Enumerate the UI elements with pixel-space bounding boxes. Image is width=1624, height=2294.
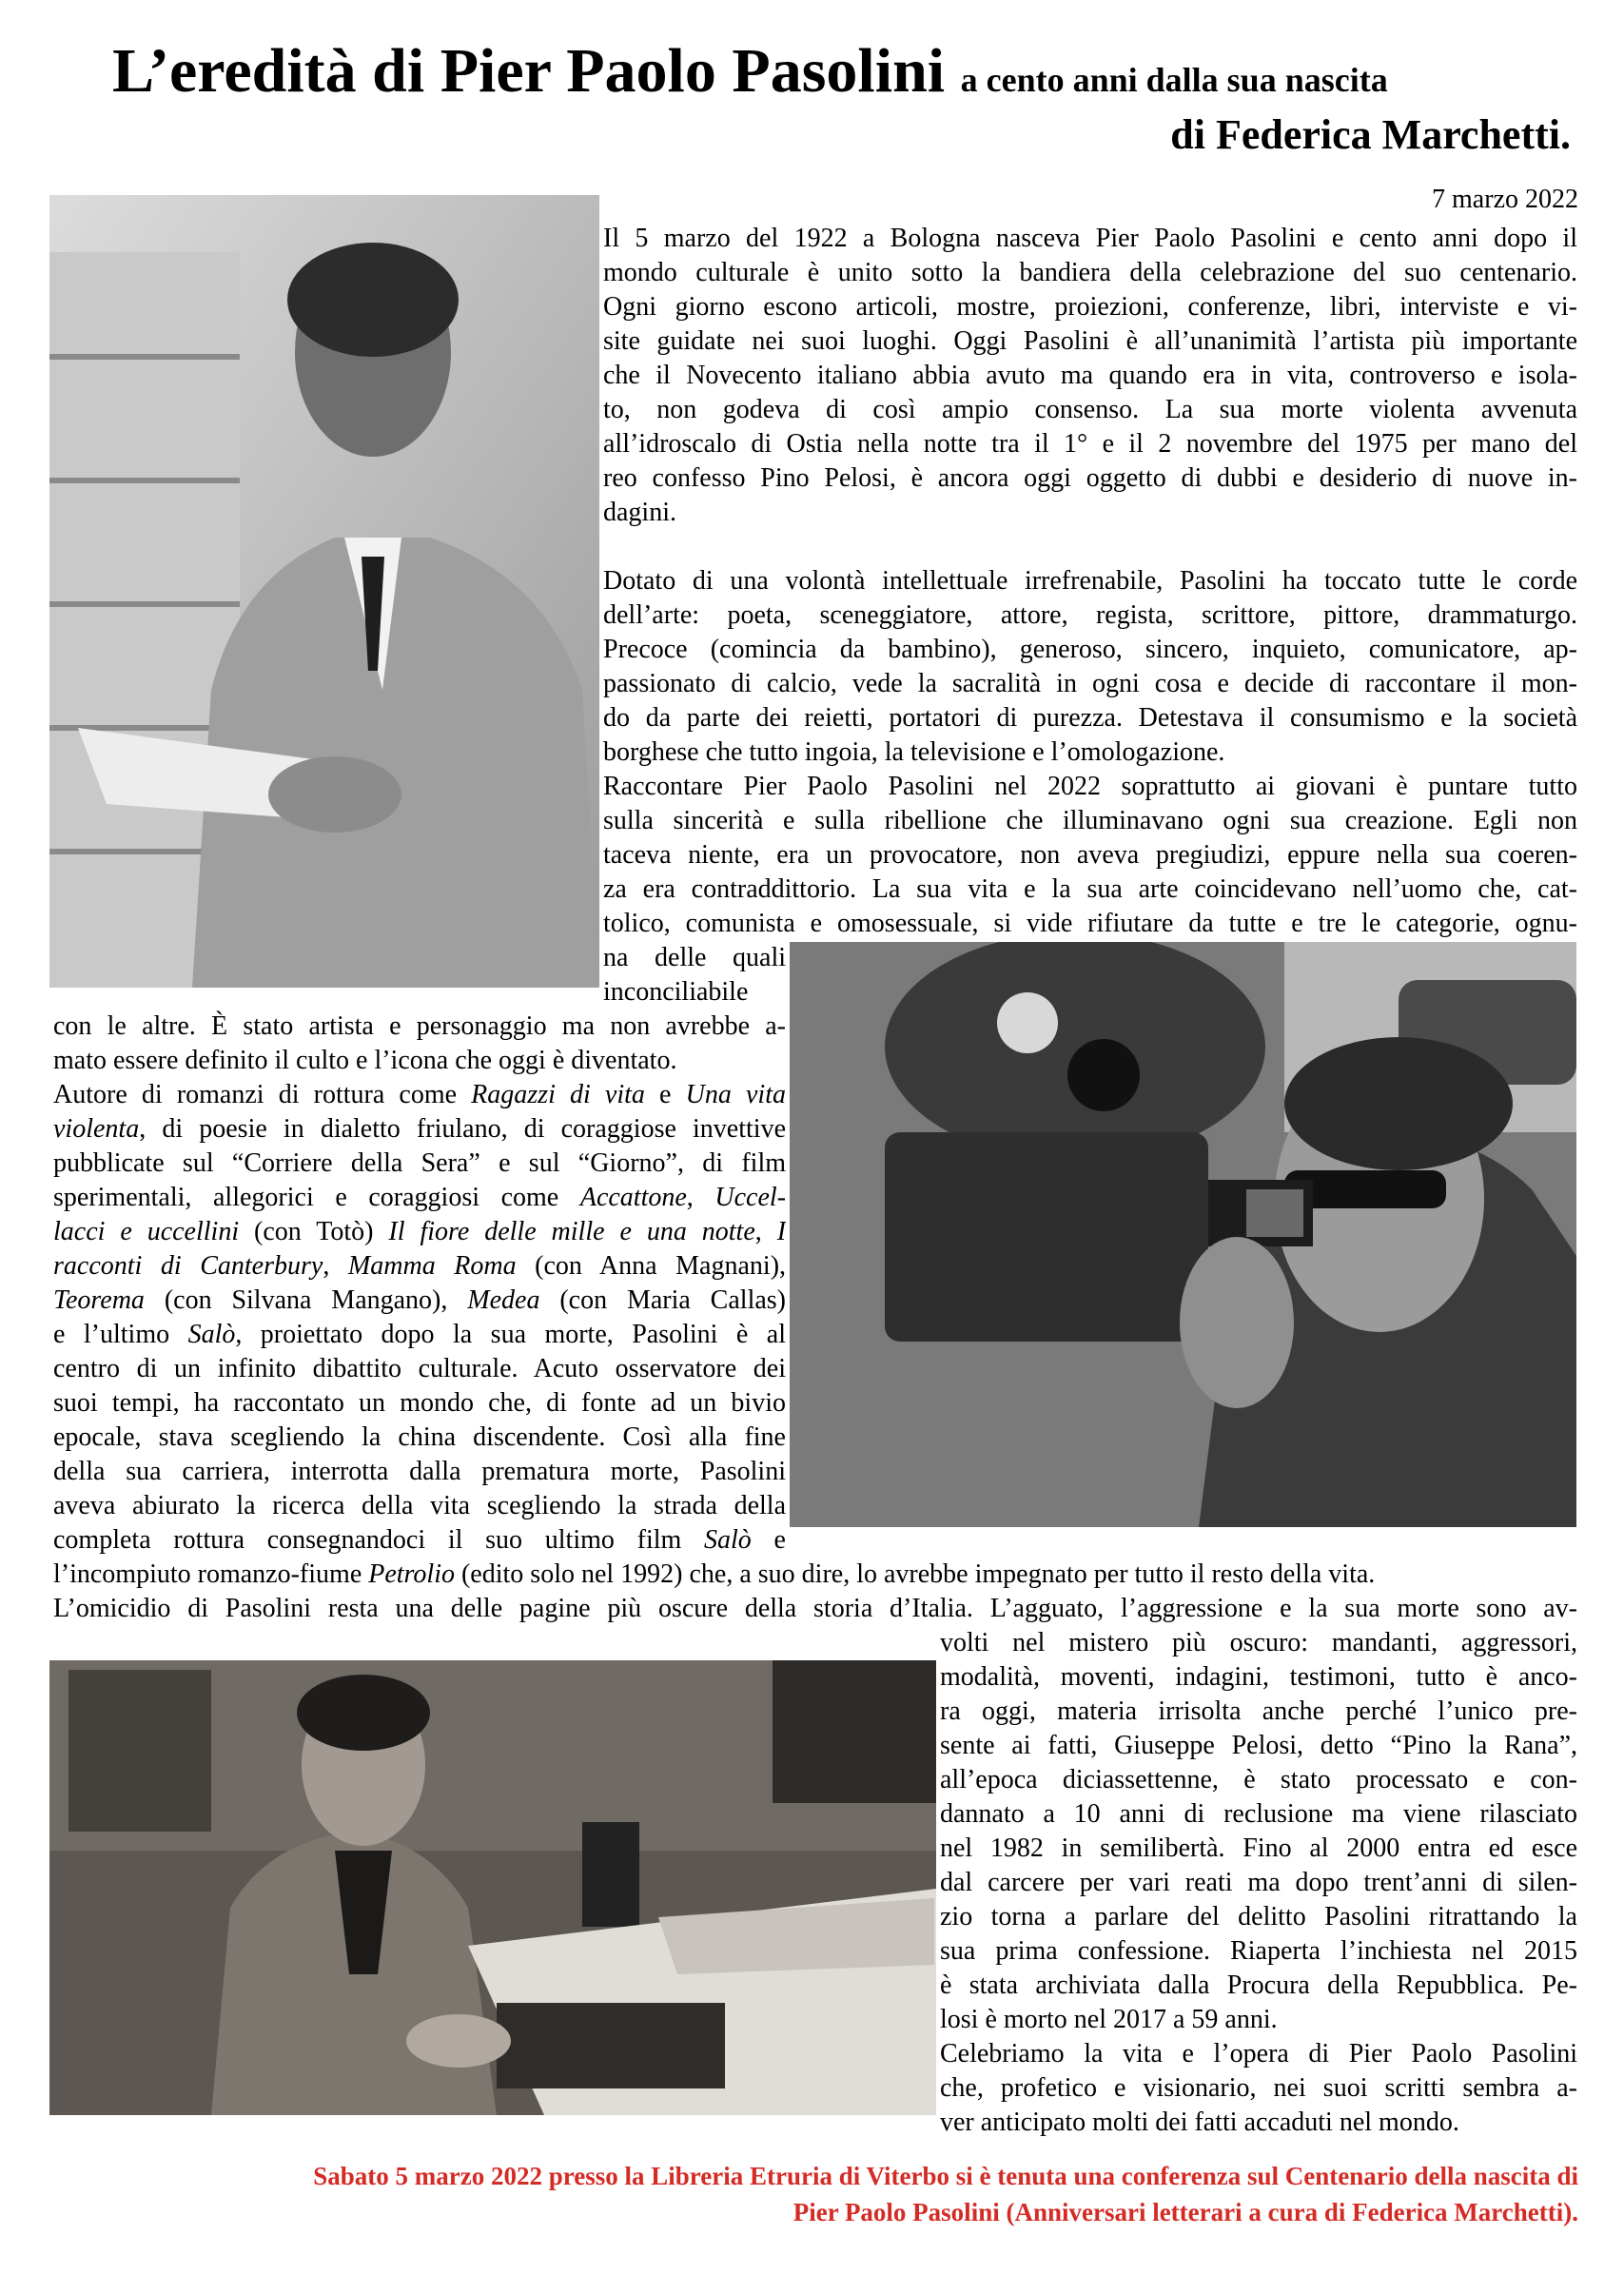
body-line-50: sua prima confessione. Riaperta l’inchiesta nel 2015 (940, 1936, 1577, 1966)
body-line-31: Teorema (con Silvana Mangano), Medea (con Maria Callas) (53, 1285, 786, 1315)
body-line-49: zio torna a parlare del delitto Pasolini ritrattando la (940, 1902, 1577, 1931)
body-line-47: nel 1982 in semilibertà. Fino al 2000 entra ed esce (940, 1833, 1577, 1863)
body-line-35: epocale, stava scegliendo la china discendente. Così alla fine (53, 1422, 786, 1452)
body-line-39: l’incompiuto romanzo-fiume Petrolio (edito solo nel 1992) che, a suo dire, lo avrebbe impegnato per tutto il resto della vita. (53, 1559, 1376, 1589)
caption-line-1: Sabato 5 marzo 2022 presso la Libreria Etruria di Viterbo si è tenuta una conferenza sul Centenario della nascita di (313, 2162, 1578, 2190)
body-line-18: taceva niente, era un provocatore, non aveva pregiudizi, eppure nella sua coeren- (603, 840, 1577, 870)
portrait-with-book-photo (49, 195, 599, 988)
body-line-55: ver anticipato molti dei fatti accaduti nel mondo. (940, 2108, 1459, 2137)
body-line-29: lacci e uccellini (con Totò) Il fiore delle mille e una notte, I (53, 1217, 786, 1246)
title-text: L’eredità di Pier Paolo Pasolini (112, 36, 946, 106)
body-line-2: mondo culturale è unito sotto la bandiera della celebrazione del suo centenario. (603, 258, 1577, 287)
body-line-1: Il 5 marzo del 1922 a Bologna nasceva Pier Paolo Pasolini e cento anni dopo il (603, 224, 1577, 253)
body-line-20: tolico, comunista e omosessuale, si vide rifiutare da tutte e tre le categorie, ognu- (603, 909, 1577, 938)
article-date: 7 marzo 2022 (1432, 185, 1578, 214)
body-line-44: sente ai fatti, Giuseppe Pelosi, detto “Pino la Rana”, (940, 1731, 1577, 1760)
body-line-19: za era contraddittorio. La sua vita e la sua arte coincidevano nell’uomo che, cat- (603, 874, 1577, 904)
body-line-52: losi è morto nel 2017 a 59 anni. (940, 2005, 1278, 2034)
body-line-5: che il Novecento italiano abbia avuto ma quando era in vita, controverso e isola- (603, 361, 1577, 390)
body-line-36: della sua carriera, interrotta dalla prematura morte, Pasolini (53, 1457, 786, 1486)
body-line-43: ra oggi, materia irrisolta anche perché l’unico pre- (940, 1696, 1577, 1726)
article-title (112, 36, 1388, 106)
body-line-4: site guidate nei suoi luoghi. Oggi Pasolini è all’unanimità l’artista più importante (603, 326, 1577, 356)
body-line-21: na delle quali (603, 943, 786, 972)
body-line-6: to, non godeva di così ampio consenso. La sua morte violenta avvenuta (603, 395, 1577, 424)
body-line-24: mato essere definito il culto e l’icona che oggi è diventato. (53, 1046, 677, 1075)
body-line-48: dal carcere per vari reati ma dopo trent’anni di silen- (940, 1868, 1577, 1897)
title-suffix: a cento anni dalla sua nascita (960, 61, 1388, 99)
body-line-26: violenta, di poesie in dialetto friulano, di coraggiose invettive (53, 1114, 786, 1144)
desk-typewriter-photo (49, 1660, 936, 2115)
body-line-9: dagini. (603, 498, 676, 527)
body-line-45: all’epoca diciassettenne, è stato processato e con- (940, 1765, 1577, 1794)
body-line-13: passionato di calcio, vede la sacralità in ogni cosa e decide di raccontare il mon- (603, 669, 1577, 698)
body-line-33: centro di un infinito dibattito culturale. Acuto osservatore dei (53, 1354, 786, 1383)
body-line-11: dell’arte: poeta, sceneggiatore, attore, regista, scrittore, pittore, drammaturgo. (603, 600, 1577, 630)
body-line-22: inconciliabile (603, 977, 749, 1007)
body-line-51: è stata archiviata dalla Procura della Repubblica. Pe- (940, 1970, 1577, 2000)
body-line-32: e l’ultimo Salò, proiettato dopo la sua morte, Pasolini è al (53, 1320, 786, 1349)
body-line-3: Ogni giorno escono articoli, mostre, proiezioni, conferenze, libri, interviste e vi- (603, 292, 1577, 322)
body-line-10: Dotato di una volontà intellettuale irrefrenabile, Pasolini ha toccato tutte le corde (603, 566, 1577, 596)
body-line-34: suoi tempi, ha raccontato un mondo che, di fonte ad un bivio (53, 1388, 786, 1418)
body-line-17: sulla sincerità e sulla ribellione che illuminavano ogni sua creazione. Egli non (603, 806, 1577, 835)
event-caption (67, 2158, 1578, 2230)
body-line-37: aveva abiurato la ricerca della vita scegliendo la strada della (53, 1491, 786, 1520)
body-line-16: Raccontare Pier Paolo Pasolini nel 2022 soprattutto ai giovani è puntare tutto (603, 772, 1577, 801)
body-line-23: con le altre. È stato artista e personaggio ma non avrebbe a- (53, 1011, 786, 1041)
body-line-42: modalità, moventi, indagini, testimoni, tutto è anco- (940, 1662, 1577, 1692)
body-line-54: che, profetico e visionario, nei suoi scritti sembra a- (940, 2073, 1577, 2103)
body-line-46: dannato a 10 anni di reclusione ma viene rilasciato (940, 1799, 1577, 1829)
body-line-12: Precoce (comincia da bambino), generoso, sincero, inquieto, comunicatore, ap- (603, 635, 1577, 664)
body-line-30: racconti di Canterbury, Mamma Roma (con Anna Magnani), (53, 1251, 786, 1281)
body-line-27: pubblicate sul “Corriere della Sera” e sul “Giorno”, di film (53, 1148, 786, 1178)
byline: di Federica Marchetti. (1170, 111, 1571, 158)
body-line-53: Celebriamo la vita e l’opera di Pier Paolo Pasolini (940, 2039, 1577, 2069)
body-line-7: all’idroscalo di Ostia nella notte tra il 1° e il 2 novembre del 1975 per mano del (603, 429, 1577, 459)
caption-line-2: Pier Paolo Pasolini (Anniversari letterari a cura di Federica Marchetti). (792, 2198, 1578, 2226)
body-line-40: L’omicidio di Pasolini resta una delle pagine più oscure della storia d’Italia. L’agguato, l’aggressione e la sua morte sono av- (53, 1594, 1577, 1623)
body-line-14: do da parte dei reietti, portatori di purezza. Detestava il consumismo e la società (603, 703, 1577, 733)
body-line-15: borghese che tutto ingoia, la televisione e l’omologazione. (603, 737, 1225, 767)
film-camera-photo (790, 942, 1576, 1527)
body-line-41: volti nel mistero più oscuro: mandanti, aggressori, (940, 1628, 1577, 1657)
body-line-28: sperimentali, allegorici e coraggiosi come Accattone, Uccel- (53, 1183, 786, 1212)
body-line-25: Autore di romanzi di rottura come Ragazzi di vita e Una vita (53, 1080, 786, 1109)
body-line-38: completa rottura consegnandoci il suo ultimo film Salò e (53, 1525, 786, 1555)
body-line-8: reo confesso Pino Pelosi, è ancora oggi oggetto di dubbi e desiderio di nuove in- (603, 463, 1577, 493)
